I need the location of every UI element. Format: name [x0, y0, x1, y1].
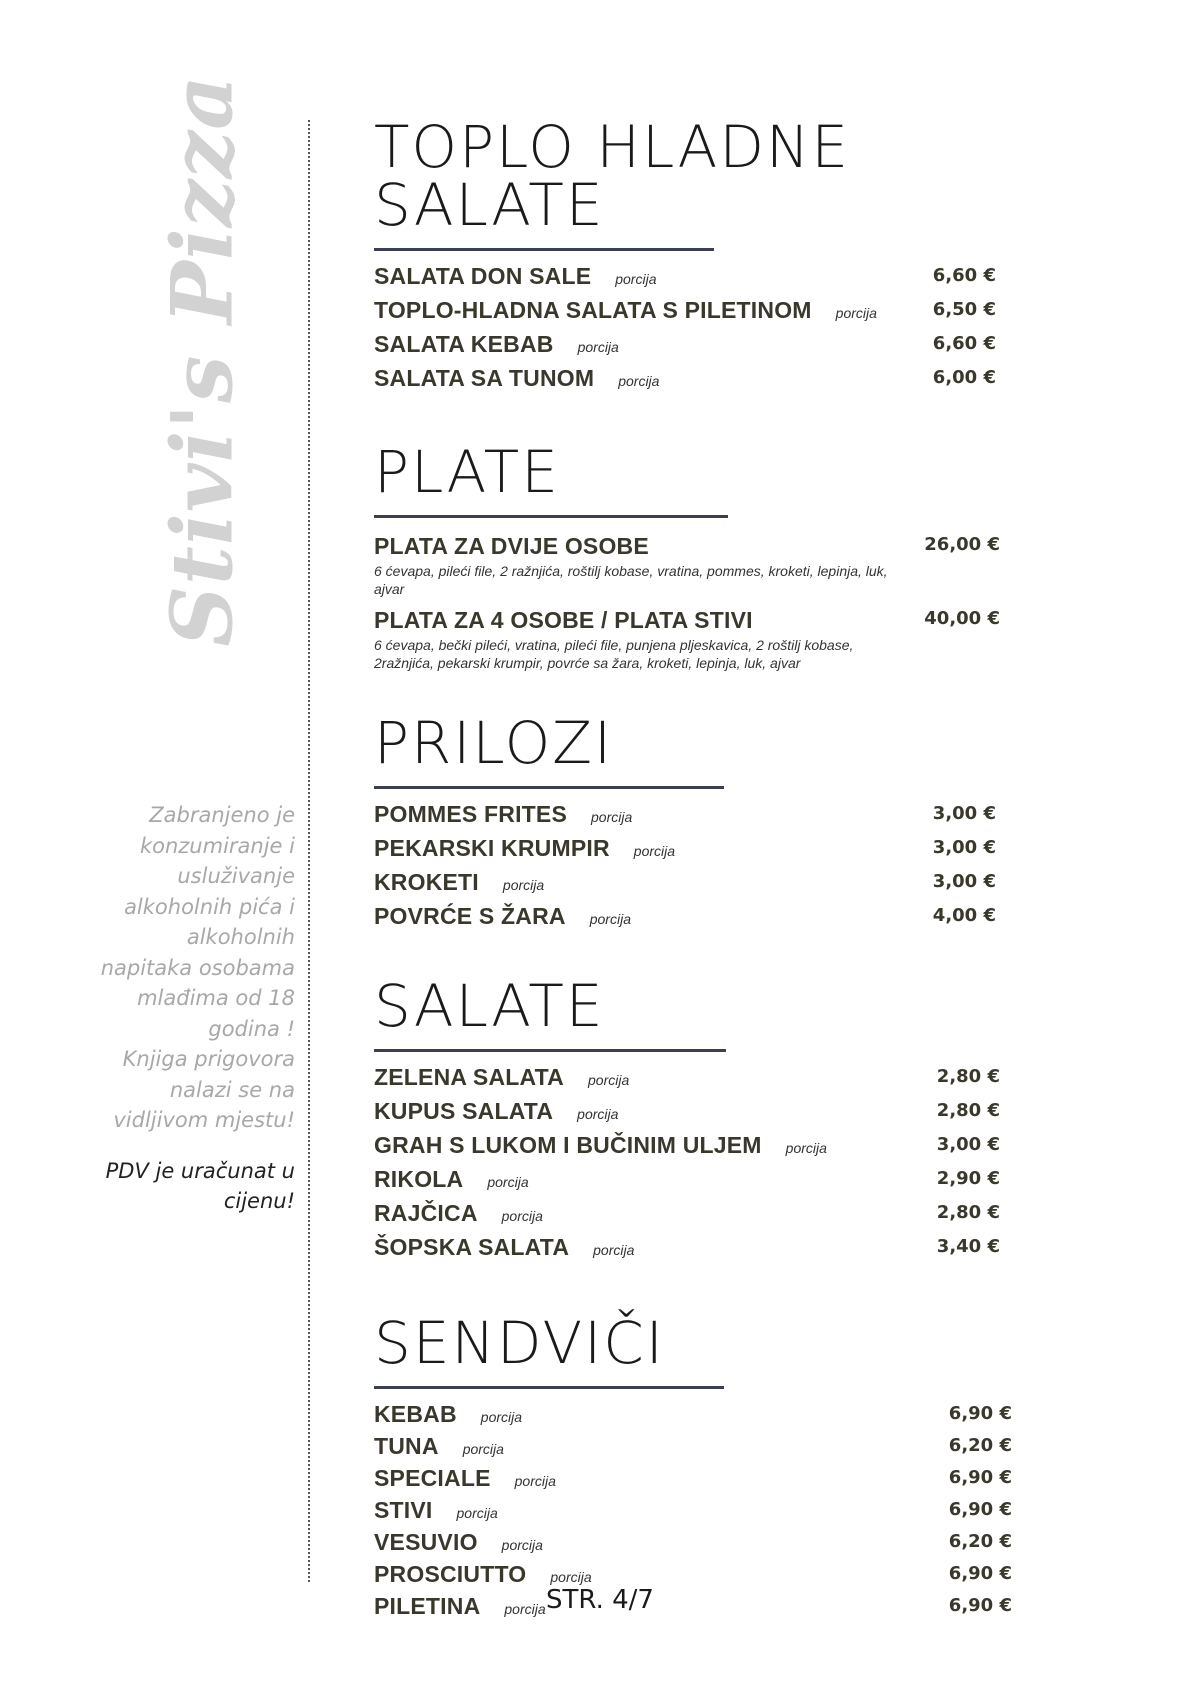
section-title: PRILOZI [374, 709, 614, 777]
item-price: 2,80 € [936, 1100, 1000, 1121]
item-name: POMMES FRITES [374, 801, 568, 827]
item-unit: porcija [835, 305, 877, 321]
item-price: 2,80 € [936, 1066, 1000, 1087]
item-name: PLATA ZA 4 OSOBE / PLATA STIVI [374, 607, 753, 633]
menu-item [374, 365, 996, 399]
item-price: 40,00 € [924, 608, 1000, 629]
item-unit: porcija [501, 1208, 543, 1224]
item-name: SALATA KEBAB [374, 331, 554, 357]
vat-note [90, 1156, 295, 1217]
item-price: 2,90 € [936, 1168, 1000, 1189]
item-unit: porcija [577, 1106, 619, 1122]
complaint-book-line: vidljivom mjestu! [113, 1108, 295, 1132]
item-name: PILETINA [374, 1593, 481, 1619]
item-price: 3,00 € [936, 1134, 1000, 1155]
item-unit: porcija [487, 1174, 529, 1190]
item-price: 6,90 € [948, 1595, 1012, 1616]
platter-item [374, 604, 1000, 672]
item-price: 4,00 € [932, 905, 996, 926]
item-name: VESUVIO [374, 1529, 478, 1555]
item-unit: porcija [577, 339, 619, 355]
menu-item [374, 801, 996, 835]
item-name: ZELENA SALATA [374, 1064, 564, 1090]
item-name: PEKARSKI KRUMPIR [374, 835, 610, 861]
alcohol-warning [90, 800, 295, 1136]
item-price: 3,00 € [932, 871, 996, 892]
item-price: 6,20 € [948, 1435, 1012, 1456]
warning-line: usluživanje [177, 864, 295, 888]
page-number: STR. 4/7 [546, 1585, 654, 1615]
section-sendvici [374, 1309, 1034, 1625]
warning-line: konzumiranje i [139, 833, 295, 858]
item-unit: porcija [633, 843, 676, 859]
item-price: 3,00 € [932, 837, 996, 858]
item-price: 6,50 € [932, 299, 996, 320]
warning-line: mlađima od 18 [137, 986, 295, 1010]
item-name: STIVI [374, 1497, 433, 1523]
item-price: 6,00 € [932, 367, 996, 388]
menu-item [374, 263, 996, 297]
item-name: SALATA SA TUNOM [374, 365, 595, 391]
item-name: RIKOLA [374, 1166, 464, 1192]
section-prilozi [374, 709, 1034, 937]
menu-item [374, 331, 996, 365]
section-title: TOPLO HLADNE SALATE [374, 113, 851, 239]
section-title: SENDVIČI [374, 1309, 665, 1377]
item-name: TUNA [374, 1433, 439, 1459]
menu-item [374, 835, 996, 869]
item-price: 2,80 € [936, 1202, 1000, 1223]
item-unit: porcija [593, 1242, 635, 1258]
vat-line: cijenu! [223, 1189, 295, 1213]
item-unit: porcija [550, 1569, 592, 1585]
item-name: KUPUS SALATA [374, 1098, 554, 1124]
menu-item [374, 1465, 1012, 1497]
item-price: 26,00 € [924, 534, 1000, 555]
vat-line: PDV je uračunat u [105, 1158, 295, 1183]
section-title: PLATE [374, 438, 560, 506]
menu-item [374, 1401, 1012, 1433]
item-price: 6,20 € [948, 1531, 1012, 1552]
dotted-divider [308, 120, 310, 1582]
menu-item [374, 1200, 1000, 1234]
item-unit: porcija [785, 1140, 827, 1156]
item-name: TOPLO-HLADNA SALATA S PILETINOM [374, 297, 812, 323]
item-description: 6 ćevapa, bečki pileći, vratina, pileći file, punjena pljeskavica, 2 roštilj kobase, 2ražnjića, pekarski krumpir, povrće sa žara, kroketi, lepinja, luk, ajvar [374, 637, 854, 671]
item-unit: porcija [615, 271, 657, 287]
item-unit: porcija [588, 1072, 630, 1088]
item-price: 6,90 € [948, 1563, 1012, 1584]
warning-line: napitaka osobama [100, 955, 295, 980]
warning-line: Zabranjeno je [149, 803, 295, 827]
item-name: ŠOPSKA SALATA [374, 1234, 570, 1260]
item-unit: porcija [504, 1601, 546, 1617]
menu-item [374, 1064, 1000, 1098]
menu-item [374, 1098, 1000, 1132]
item-name: PROSCIUTTO [374, 1561, 527, 1587]
item-name: POVRĆE S ŽARA [374, 903, 566, 929]
section-underline [374, 786, 724, 789]
complaint-book-line: Knjiga prigovora [122, 1047, 295, 1071]
section-underline [374, 1386, 724, 1389]
item-price: 6,60 € [932, 265, 996, 286]
item-price: 6,90 € [948, 1467, 1012, 1488]
item-unit: porcija [480, 1409, 523, 1425]
brand-name: Stivi's Pizza [152, 73, 252, 647]
warning-line: alkoholnih pića i [124, 894, 295, 919]
item-name: KROKETI [374, 869, 479, 895]
item-price: 6,60 € [932, 333, 996, 354]
menu-item [374, 903, 996, 937]
item-name: PLATA ZA DVIJE OSOBE [374, 533, 649, 559]
brand-logo [142, 73, 262, 647]
item-unit: porcija [502, 877, 545, 893]
menu-item [374, 1132, 1000, 1166]
section-underline [374, 248, 714, 251]
platter-item [374, 530, 1000, 598]
item-name: GRAH S LUKOM I BUČINIM ULJEM [374, 1132, 762, 1158]
warning-line: godina ! [208, 1016, 295, 1041]
menu-item [374, 1166, 1000, 1200]
item-name: SPECIALE [374, 1465, 491, 1491]
warning-line: alkoholnih [186, 925, 295, 949]
menu-item [374, 1433, 1012, 1465]
item-name: SALATA DON SALE [374, 263, 592, 289]
section-salate [374, 972, 1034, 1268]
item-unit: porcija [456, 1505, 498, 1521]
menu-item [374, 1497, 1012, 1529]
section-underline [374, 515, 728, 518]
item-unit: porcija [501, 1537, 543, 1553]
item-name: RAJČICA [374, 1200, 478, 1226]
side-notes [90, 800, 295, 1217]
menu-content [374, 113, 1034, 1625]
menu-item [374, 1529, 1012, 1561]
item-unit: porcija [462, 1441, 504, 1457]
item-unit: porcija [591, 809, 633, 825]
item-description: 6 ćevapa, pileći file, 2 ražnjića, roštilj kobase, vratina, pommes, kroketi, lepinja, luk, ajvar [374, 563, 888, 597]
complaint-book-line: nalazi se na [169, 1077, 295, 1102]
item-price: 6,90 € [948, 1403, 1012, 1424]
menu-item [374, 869, 996, 903]
item-price: 3,00 € [932, 803, 996, 824]
section-underline [374, 1049, 726, 1052]
item-unit: porcija [618, 373, 660, 389]
menu-item [374, 1234, 1000, 1268]
item-name: KEBAB [374, 1401, 457, 1427]
section-toplo-hladne-salate [374, 113, 1034, 399]
item-unit: porcija [514, 1473, 556, 1489]
section-plate [374, 438, 1034, 672]
item-price: 3,40 € [936, 1236, 1000, 1257]
item-price: 6,90 € [948, 1499, 1012, 1520]
item-unit: porcija [589, 911, 631, 927]
section-title: SALATE [374, 972, 605, 1040]
menu-item [374, 297, 996, 331]
